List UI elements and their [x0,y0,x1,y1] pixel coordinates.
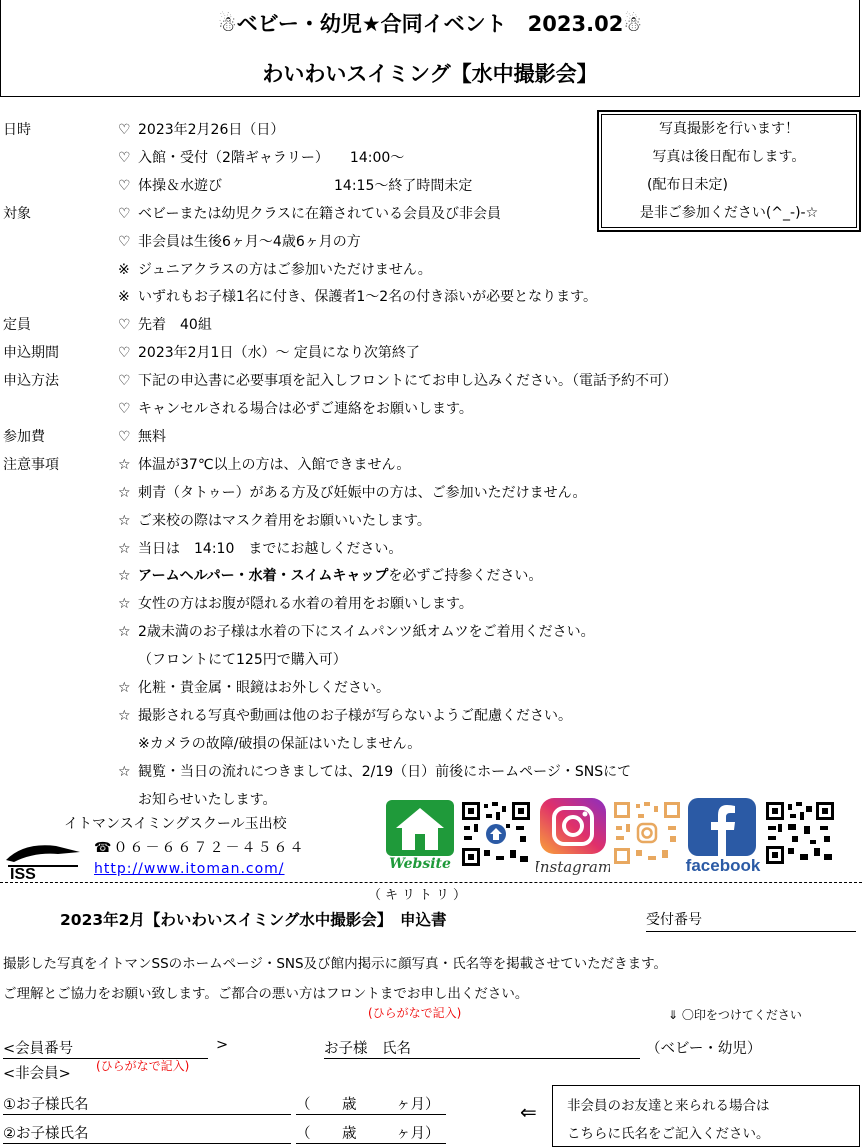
non-member-note-1: 非会員のお友達と来られる場合は [567,1098,770,1114]
photo-info-box [597,110,861,232]
detail-text: ご来校の際はマスク着用をお願いいたします。 [138,513,431,529]
detail-item [118,621,595,641]
non-member-note-box [552,1085,860,1147]
website-icon[interactable] [384,800,456,870]
age-year: 歳 [342,1126,357,1142]
detail-text: お知らせいたします。 [138,792,277,808]
title-box [0,0,860,97]
school-name: イトマンスイミングスクール玉出校 [64,816,287,832]
age-open: （ [296,1097,311,1113]
detail-item [118,677,390,697]
detail-text: 当日は 14:10 までにお越しください。 [138,541,403,557]
detail-text: 無料 [138,429,166,445]
info-line: (配布日未定) [647,177,728,193]
detail-item [118,175,472,195]
detail-item [118,593,473,613]
cut-line [0,882,862,883]
detail-item [118,705,572,725]
detail-label: 定員 [3,317,31,333]
circle-note: ⇓ 〇印をつけてください [668,1008,802,1022]
detail-text: 先着 40組 [138,317,212,333]
detail-text: 体温が37℃以上の方は、入館できません。 [138,457,411,473]
detail-item [118,538,402,558]
detail-text: 女性の方はお腹が隠れる水着の着用をお願いします。 [138,596,473,612]
age-open: （ [296,1126,311,1142]
child1-name-field[interactable] [3,1093,291,1115]
member-number-field[interactable] [3,1037,208,1059]
detail-text: キャンセルされる場合は必ずご連絡をお願いします。 [138,401,473,417]
detail-text: ジュニアクラスの方はご参加いただけません。 [138,262,432,278]
child2-age-field[interactable] [296,1122,446,1144]
age-month: ヶ月） [396,1126,440,1142]
detail-text: ベビーまたは幼児クラスに在籍されている会員及び非会員 [138,206,502,222]
star-icon: ☆ [118,624,131,640]
detail-item [118,203,501,223]
website-link[interactable]: http://www.itoman.com/ [94,861,285,877]
detail-label: 申込方法 [3,373,59,389]
website-label: Website [389,856,451,870]
child2-label: ②お子様氏名 [3,1126,89,1142]
star-icon: ☆ [118,764,131,780]
detail-item [118,231,361,251]
detail-text: 入館・受付（2階ギャラリー） 14:00～ [138,150,405,166]
heart-icon: ♡ [118,373,131,389]
class-choice[interactable]: （ベビー・幼児） [646,1041,762,1057]
detail-item [118,370,677,390]
age-month: ヶ月） [396,1097,440,1113]
detail-text: （フロントにて125円で購入可） [138,652,347,668]
non-member-note-2: こちらに氏名をご記入ください。 [567,1126,770,1142]
detail-item [118,482,587,502]
star-icon: ☆ [118,596,131,612]
detail-text: 2歳未満のお子様は水着の下にスイムパンツ紙オムツをご着用ください。 [138,624,595,640]
star-icon: ☆ [118,513,131,529]
star-icon: ☆ [118,457,131,473]
detail-text: 化粧・貴金属・眼鏡はお外しください。 [138,680,390,696]
star-icon: ☆ [118,485,131,501]
form-notice-2: ご理解とご協力をお願い致します。ご都合の悪い方はフロントまでお申し出ください。 [3,986,529,1002]
reception-number-field[interactable] [646,909,856,932]
star-icon: ☆ [118,568,131,584]
reception-number-label: 受付番号 [646,912,702,928]
hiragana-note-2: (ひらがなで記入) [96,1059,190,1073]
detail-label: 対象 [3,206,31,222]
detail-text: 体操＆水遊び 14:15～終了時間未定 [138,178,473,194]
detail-item [138,789,276,809]
website-qr-code [460,800,532,868]
detail-label: 申込期間 [3,345,59,361]
detail-emphasis: アームヘルパー・水着・スイムキャップ [138,568,389,584]
heart-icon: ♡ [118,429,131,445]
iss-logo [4,838,82,880]
facebook-label: facebook [685,856,761,874]
detail-item [118,119,284,139]
detail-label: 注意事項 [3,457,59,473]
iss-logo-text: ISS [10,866,36,880]
detail-text: 2023年2月1日（水）～ 定員になり次第終了 [138,345,420,361]
form-title: 2023年2月【わいわいスイミング水中撮影会】 申込書 [60,911,447,929]
heart-icon: ♡ [118,206,131,222]
detail-item [118,314,212,334]
detail-item [118,761,631,781]
heart-icon: ♡ [118,345,131,361]
info-line: 是非ご参加ください(^_-)-☆ [639,205,819,221]
note-mark-icon: ※ [118,289,130,305]
detail-item [118,259,432,279]
detail-item [118,510,431,530]
detail-text: いずれもお子様1名に付き、保護者1～2名の付き添いが必要となります。 [138,289,598,305]
info-line: 写真は後日配布します。 [652,149,806,165]
detail-label: 日時 [3,122,31,138]
detail-item [118,398,473,418]
note-mark-icon: ※ [118,262,130,278]
detail-item [118,454,410,474]
non-member-label: <非会員> [3,1066,71,1082]
heart-icon: ♡ [118,150,131,166]
detail-item [118,426,166,446]
form-notice-1: 撮影した写真をイトマンSSのホームページ・SNS及び館内掲示に顔写真・氏名等を掲載させていただきます。 [3,956,668,972]
detail-text: ※カメラの故障/破損の保証はいたしません。 [138,736,422,752]
child1-age-field[interactable] [296,1093,446,1115]
detail-text: を必ずご持参ください。 [388,568,543,584]
detail-item [118,286,597,306]
event-title: ☃ベビー・幼児★合同イベント 2023.02☃ [217,12,643,36]
cut-label: （キリトリ） [368,888,471,903]
detail-label: 参加費 [3,429,45,445]
heart-icon: ♡ [118,178,131,194]
star-icon: ☆ [118,680,131,696]
heart-icon: ♡ [118,234,131,250]
detail-text: 刺青（タトゥー）がある方及び妊娠中の方は、ご参加いただけません。 [138,485,587,501]
facebook-qr-code [764,800,836,866]
detail-text: 下記の申込書に必要事項を記入しフロントにてお申し込みください。（電話予約不可） [138,373,677,389]
detail-item [138,649,347,669]
detail-text: 2023年2月26日（日） [138,122,285,138]
facebook-icon[interactable] [684,798,762,874]
detail-text: 非会員は生後6ヶ月～4歳6ヶ月の方 [138,234,361,250]
detail-text: 観覧・当日の流れにつきましては、2/19（日）前後にホームページ・SNSにて [138,764,632,780]
instagram-qr-code [612,800,682,866]
event-subtitle: わいわいスイミング【水中撮影会】 [262,62,598,86]
detail-text: 撮影される写真や動画は他のお子様が写らないようご配慮ください。 [138,708,572,724]
detail-item [138,733,421,753]
detail-item [118,342,420,362]
heart-icon: ♡ [118,401,131,417]
detail-item [118,147,404,167]
instagram-label: Instagram [536,858,610,876]
member-number-close: > [216,1037,229,1053]
child2-name-field[interactable] [3,1122,291,1144]
child-name-label: お子様 氏名 [324,1041,411,1057]
detail-item [118,565,542,585]
star-icon: ☆ [118,708,131,724]
heart-icon: ♡ [118,122,131,138]
age-year: 歳 [342,1097,357,1113]
member-number-label: <会員番号 [3,1041,74,1057]
info-line: 写真撮影を行います！ [659,121,799,137]
instagram-icon[interactable] [536,798,610,878]
phone-number: ☎０６－６６７２－４５６４ [94,840,306,856]
left-arrow-icon: ⇐ [520,1100,537,1124]
hiragana-note: (ひらがなで記入) [368,1006,462,1020]
heart-icon: ♡ [118,317,131,333]
child-name-field[interactable] [324,1037,640,1059]
star-icon: ☆ [118,541,131,557]
child1-label: ①お子様氏名 [3,1097,89,1113]
